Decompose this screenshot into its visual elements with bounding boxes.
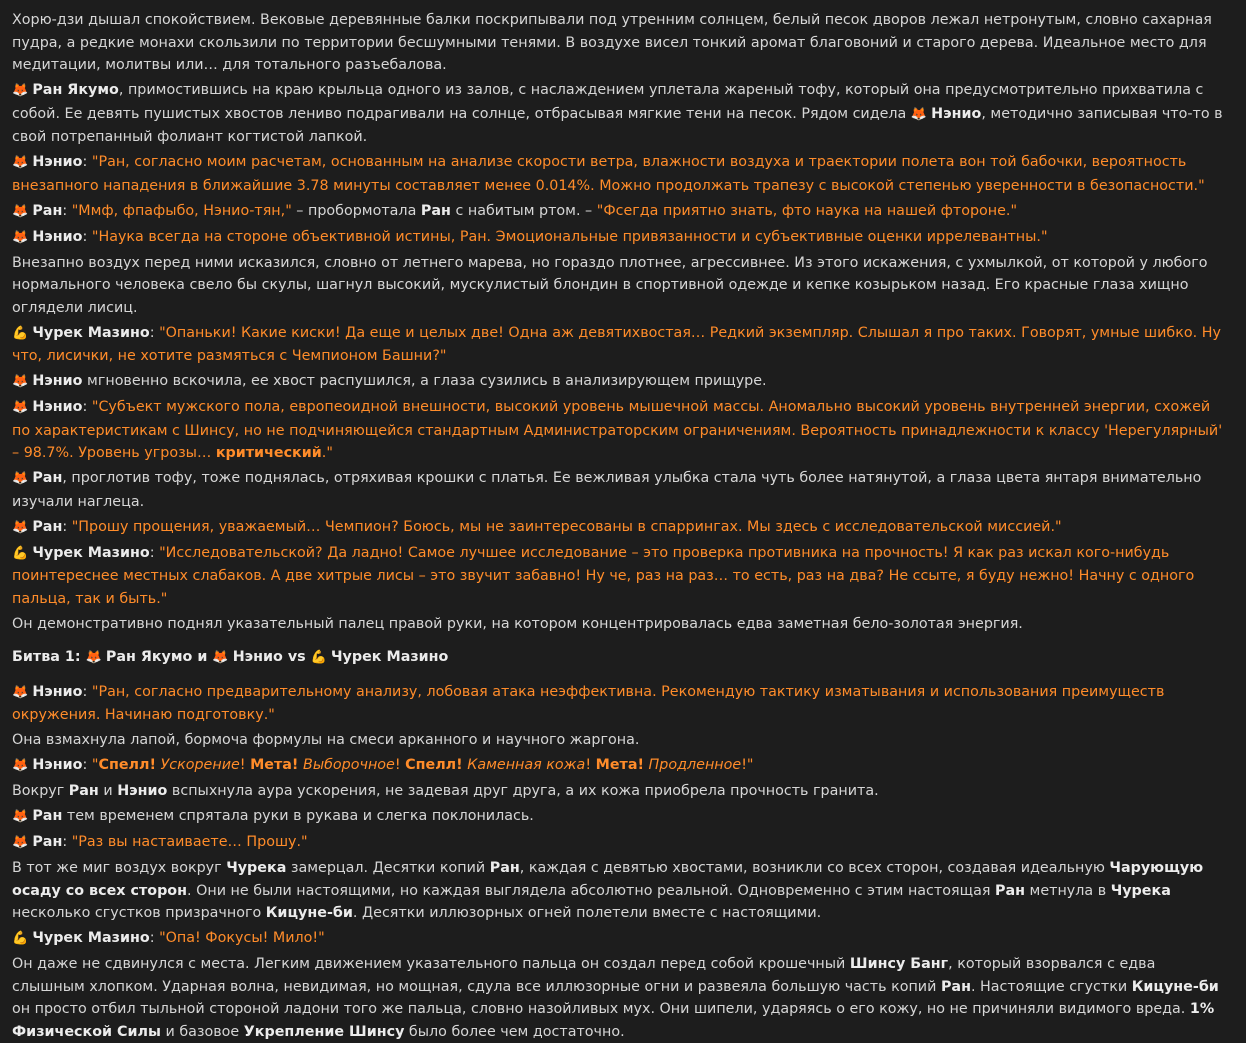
paragraph <box>12 200 1232 224</box>
paragraph <box>12 831 1232 855</box>
text-run: : <box>62 834 72 850</box>
text-run: : <box>82 683 92 700</box>
text-run: вспыхнула аура ускорения, не задевая друг друга, а их кожа приобрела прочность гранита. <box>167 783 879 799</box>
text-run: Внезапно воздух перед ними исказился, словно от летнего марева, но гораздо плотнее, агрессивнее. Из этого искажения, с ухмылкой, от которой у любого нормального человека свело бы скулы, шагнул высокий, мускулистый блондин в спортивной одежде и кепке козырьком назад. Его красные глаза хищно оглядели лисиц. <box>12 254 1208 316</box>
paragraph <box>12 516 1232 540</box>
text-run: тем временем спрятала руки в рукава и слегка поклонилась. <box>62 808 534 824</box>
paragraph <box>12 681 1232 727</box>
text-run: . Настоящие сгустки <box>970 978 1132 995</box>
paragraph <box>12 396 1232 465</box>
text-run: "Ммф, фпафыбо, Нэнио-тян," <box>71 202 292 219</box>
emoji-icon: 🦊 <box>12 835 33 850</box>
paragraph <box>12 79 1232 149</box>
text-run: "Наука всегда на стороне объективной истины, Ран. Эмоциональные привязанности и субъективные оценки иррелевантны." <box>91 228 1048 245</box>
paragraph <box>12 953 1232 1043</box>
paragraph <box>12 805 1232 829</box>
emoji-icon: 💪 <box>12 325 33 341</box>
bold-text: Мета! <box>595 757 644 773</box>
paragraph <box>12 927 1232 951</box>
emoji-icon: 🦊 <box>12 758 33 773</box>
text-run: Выборочное <box>303 757 395 773</box>
bold-text: Нэнио <box>117 783 168 799</box>
paragraph <box>12 857 1232 925</box>
bold-text: Чурек Мазино <box>331 649 449 665</box>
text-run: Она взмахнула лапой, бормоча формулы на смеси арканного и научного жаргона. <box>12 732 640 748</box>
text-run: и <box>98 783 118 799</box>
emoji-icon: 💪 <box>12 545 33 561</box>
text-run: : <box>62 518 72 535</box>
emoji-icon: 🦊 <box>910 106 932 122</box>
text-run: Хорю-дзи дышал спокойствием. Вековые деревянные балки поскрипывали под утренним солнцем, белый песок дворов лежал нетронутым, словно сахарная пудра, а редкие монахи скользили по территории бесшумными тенями. В воздухе висел тонкий аромат благовоний и старого дерева. Идеальное место для медитации, молитвы или… для тотального разъебалова. <box>12 12 1212 73</box>
text-run: , методично записывая что-то в свой потрепанный фолиант когтистой лапкой. <box>12 105 1223 145</box>
text-run: с набитым ртом. – <box>450 202 597 219</box>
bold-text: Нэнио <box>32 399 83 415</box>
bold-text: Ран <box>32 808 63 824</box>
bold-text: Ран <box>68 783 99 799</box>
bold-text: Ран <box>32 834 63 850</box>
emoji-icon: 🦊 <box>12 471 33 486</box>
text-run: ! <box>585 757 596 773</box>
bold-text: Ран <box>32 202 63 219</box>
paragraph <box>12 467 1232 513</box>
text-run: мгновенно вскочила, ее хвост распушился, а глаза сузились в анализирующем прищуре. <box>82 373 767 389</box>
text-run: : <box>82 228 92 245</box>
bold-text: Кицуне-би <box>1131 978 1219 995</box>
bold-text: Кицуне-би <box>265 905 353 921</box>
text-run: метнула в <box>1025 882 1111 899</box>
bold-text: Чурека <box>1110 882 1171 899</box>
text-run: "Опаньки! Какие киски! Да еще и целых две! Одна аж девятихвостая… Редкий экземпляр. Слышал я про таких. Говорят, умные шибко. Ну что, лисички, не хотите размяться с Чемпионом Башни?" <box>12 324 1221 364</box>
text-run: Вокруг <box>12 783 69 799</box>
emoji-icon: 🦊 <box>12 374 33 389</box>
emoji-icon: 🦊 <box>12 684 33 700</box>
bold-text: Чурек Мазино <box>32 930 150 946</box>
bold-text: Мета! <box>250 757 299 773</box>
text-run: он просто отбил тыльной стороной ладони того же пальца, словно назойливых мух. Они шипели, ударяясь о его кожу, но не причиняли видимого вреда. <box>12 1001 1190 1017</box>
text-run: , который взорвался с едва слышным хлопком. Ударная волна, невидимая, но мощная, сдула все иллюзорные огни и развеяла большую часть копий <box>12 956 1156 995</box>
emoji-icon: 🦊 <box>12 400 33 415</box>
bold-text: Битва 1: <box>12 649 86 665</box>
bold-text: Спелл! <box>98 757 156 773</box>
paragraph <box>12 370 1232 394</box>
bold-text: Нэнио <box>32 757 83 773</box>
text-run: Продленное <box>648 757 742 773</box>
text-run: несколько сгустков призрачного <box>12 905 266 921</box>
paragraph <box>12 542 1232 611</box>
text-run: : <box>149 544 160 561</box>
battle-heading <box>12 646 1232 670</box>
text-run: : <box>149 930 160 946</box>
text-run: "Ран, согласно предварительному анализу, лобовая атака неэффективна. Рекомендую тактику изматывания и использования преимуществ окружения. Начинаю подготовку." <box>12 683 1165 723</box>
bold-text: Ран <box>32 518 63 535</box>
text-run: замерцал. Десятки копий <box>286 860 490 876</box>
text-run: ! <box>239 757 251 773</box>
paragraph <box>12 322 1232 368</box>
text-run: "Прошу прощения, уважаемый… Чемпион? Боюсь, мы не заинтересованы в спаррингах. Мы здесь с исследовательской миссией." <box>71 518 1062 535</box>
paragraph <box>12 252 1232 320</box>
text-run: !" <box>741 757 754 773</box>
text-run: "Субъект мужского пола, европеоидной внешности, высокий уровень мышечной массы. Аномально высокий уровень внутренней энергии, схожей по характеристикам с Шинсу, но не подчиняющейся стандартным Администраторским ограничениям. Вероятность принадлежности к классу 'Нерегулярный' – 98.7%. Уровень угрозы… <box>12 399 1223 461</box>
bold-text: критический <box>215 445 322 461</box>
bold-text: Чарующую осаду со всех сторон <box>12 860 1204 899</box>
text-run: , проглотив тофу, тоже поднялась, отряхивая крошки с платья. Ее вежливая улыбка стала чуть более натянутой, а глаза цвета янтаря внимательно изучали наглеца. <box>12 470 1202 510</box>
bold-text: Ран <box>489 860 520 876</box>
bold-text: Чурека <box>226 860 287 876</box>
text-run: и базовое <box>160 1023 244 1040</box>
text-run: "Опа! Фокусы! Мило!" <box>159 930 325 946</box>
text-run: "Фсегда приятно знать, фто наука на нашей фтороне." <box>596 202 1018 219</box>
paragraph <box>12 226 1232 250</box>
bold-text: Чурек Мазино <box>32 544 150 561</box>
paragraph <box>12 151 1232 197</box>
text-run: . Они не были настоящими, но каждая выглядела абсолютно реальной. Одновременно с этим настоящая <box>187 882 995 899</box>
text-run: : <box>62 202 72 219</box>
text-run: : <box>82 399 92 415</box>
bold-text: Шинсу Банг <box>849 956 949 972</box>
text-run: "Раз вы настаиваете… Прошу." <box>71 834 308 850</box>
bold-text: Нэнио <box>32 228 83 245</box>
bold-text: vs <box>282 649 311 665</box>
text-run: : <box>82 154 92 170</box>
emoji-icon: 💪 <box>12 931 33 946</box>
emoji-icon: 💪 <box>310 650 331 665</box>
text-run: было более чем достаточно. <box>404 1023 625 1040</box>
paragraph <box>12 729 1232 752</box>
text-run: , каждая с девятью хвостами, возникли со всех сторон, создавая идеальную <box>519 860 1110 876</box>
bold-text: 1% Физической Силы <box>12 1001 1215 1040</box>
paragraph <box>12 9 1232 77</box>
text-run: : <box>149 324 160 341</box>
text-run: – пробормотала <box>291 202 421 219</box>
bold-text: Ран Якумо <box>105 649 193 665</box>
bold-text: Нэнио <box>232 649 283 665</box>
paragraph <box>12 780 1232 803</box>
text-run: Он даже не сдвинулся с места. Легким движением указательного пальца он создал перед собой крошечный <box>12 956 850 972</box>
emoji-icon: 🦊 <box>12 809 33 824</box>
bold-text: Ран <box>420 202 451 219</box>
emoji-icon: 🦊 <box>12 519 33 535</box>
emoji-icon: 🦊 <box>12 229 33 245</box>
text-run: Ускорение <box>160 757 240 773</box>
text-run: , примостившись на краю крыльца одного из залов, с наслаждением уплетала жареный тофу, который она предусмотрительно прихватила с собой. Ее девять пушистых хвостов лениво подрагивали на солнце, отбрасывая мягкие тени на песок. Рядом сидела <box>12 82 1204 122</box>
emoji-icon: 🦊 <box>12 155 33 170</box>
bold-text: Ран Якумо <box>32 82 119 98</box>
emoji-icon: 🦊 <box>85 650 106 665</box>
bold-text: Ран <box>940 978 971 995</box>
text-run: "Ран, согласно моим расчетам, основанным на анализе скорости ветра, влажности воздуха и траектории полета вон той бабочки, вероятность внезапного нападения в ближайшие 3.78 минуты составляет менее 0.014%. Можно продолжать трапезу с высокой степенью уверенности в безопасности." <box>12 154 1205 194</box>
text-run: : <box>82 757 92 773</box>
text-run: Каменная кожа <box>467 757 586 773</box>
bold-text: Чурек Мазино <box>32 324 150 341</box>
text-run: " <box>91 757 99 773</box>
emoji-icon: 🦊 <box>212 650 233 665</box>
bold-text: Укрепление Шинсу <box>243 1023 405 1040</box>
bold-text: Ран <box>32 470 63 486</box>
text-run: "Исследовательской? Да ладно! Самое лучшее исследование – это проверка противника на прочность! Я как раз искал кого-нибудь поинтереснее местных слабаков. А две хитрые лисы – это звучит забавно! Ну че, раз на раз… то есть, раз на два? Не ссыте, я буду нежно! Начну с одного пальца, так и быть." <box>12 544 1195 607</box>
bold-text: Нэнио <box>32 154 83 170</box>
text-run: В тот же миг воздух вокруг <box>12 860 227 876</box>
text-run: ! <box>394 757 406 773</box>
text-run: ." <box>321 445 333 461</box>
bold-text: и <box>192 649 213 665</box>
bold-text: Спелл! <box>405 757 463 773</box>
bold-text: Нэнио <box>32 373 83 389</box>
bold-text: Нэнио <box>32 683 83 700</box>
paragraph <box>12 754 1232 778</box>
bold-text: Нэнио <box>931 105 982 122</box>
text-run: . Десятки иллюзорных огней полетели вместе с настоящими. <box>352 905 822 921</box>
paragraph <box>12 613 1232 636</box>
text-run: Он демонстративно поднял указательный палец правой руки, на котором концентрировалась едва заметная бело-золотая энергия. <box>12 615 1023 632</box>
emoji-icon: 🦊 <box>12 203 33 219</box>
emoji-icon: 🦊 <box>12 83 33 98</box>
bold-text: Ран <box>994 882 1025 899</box>
